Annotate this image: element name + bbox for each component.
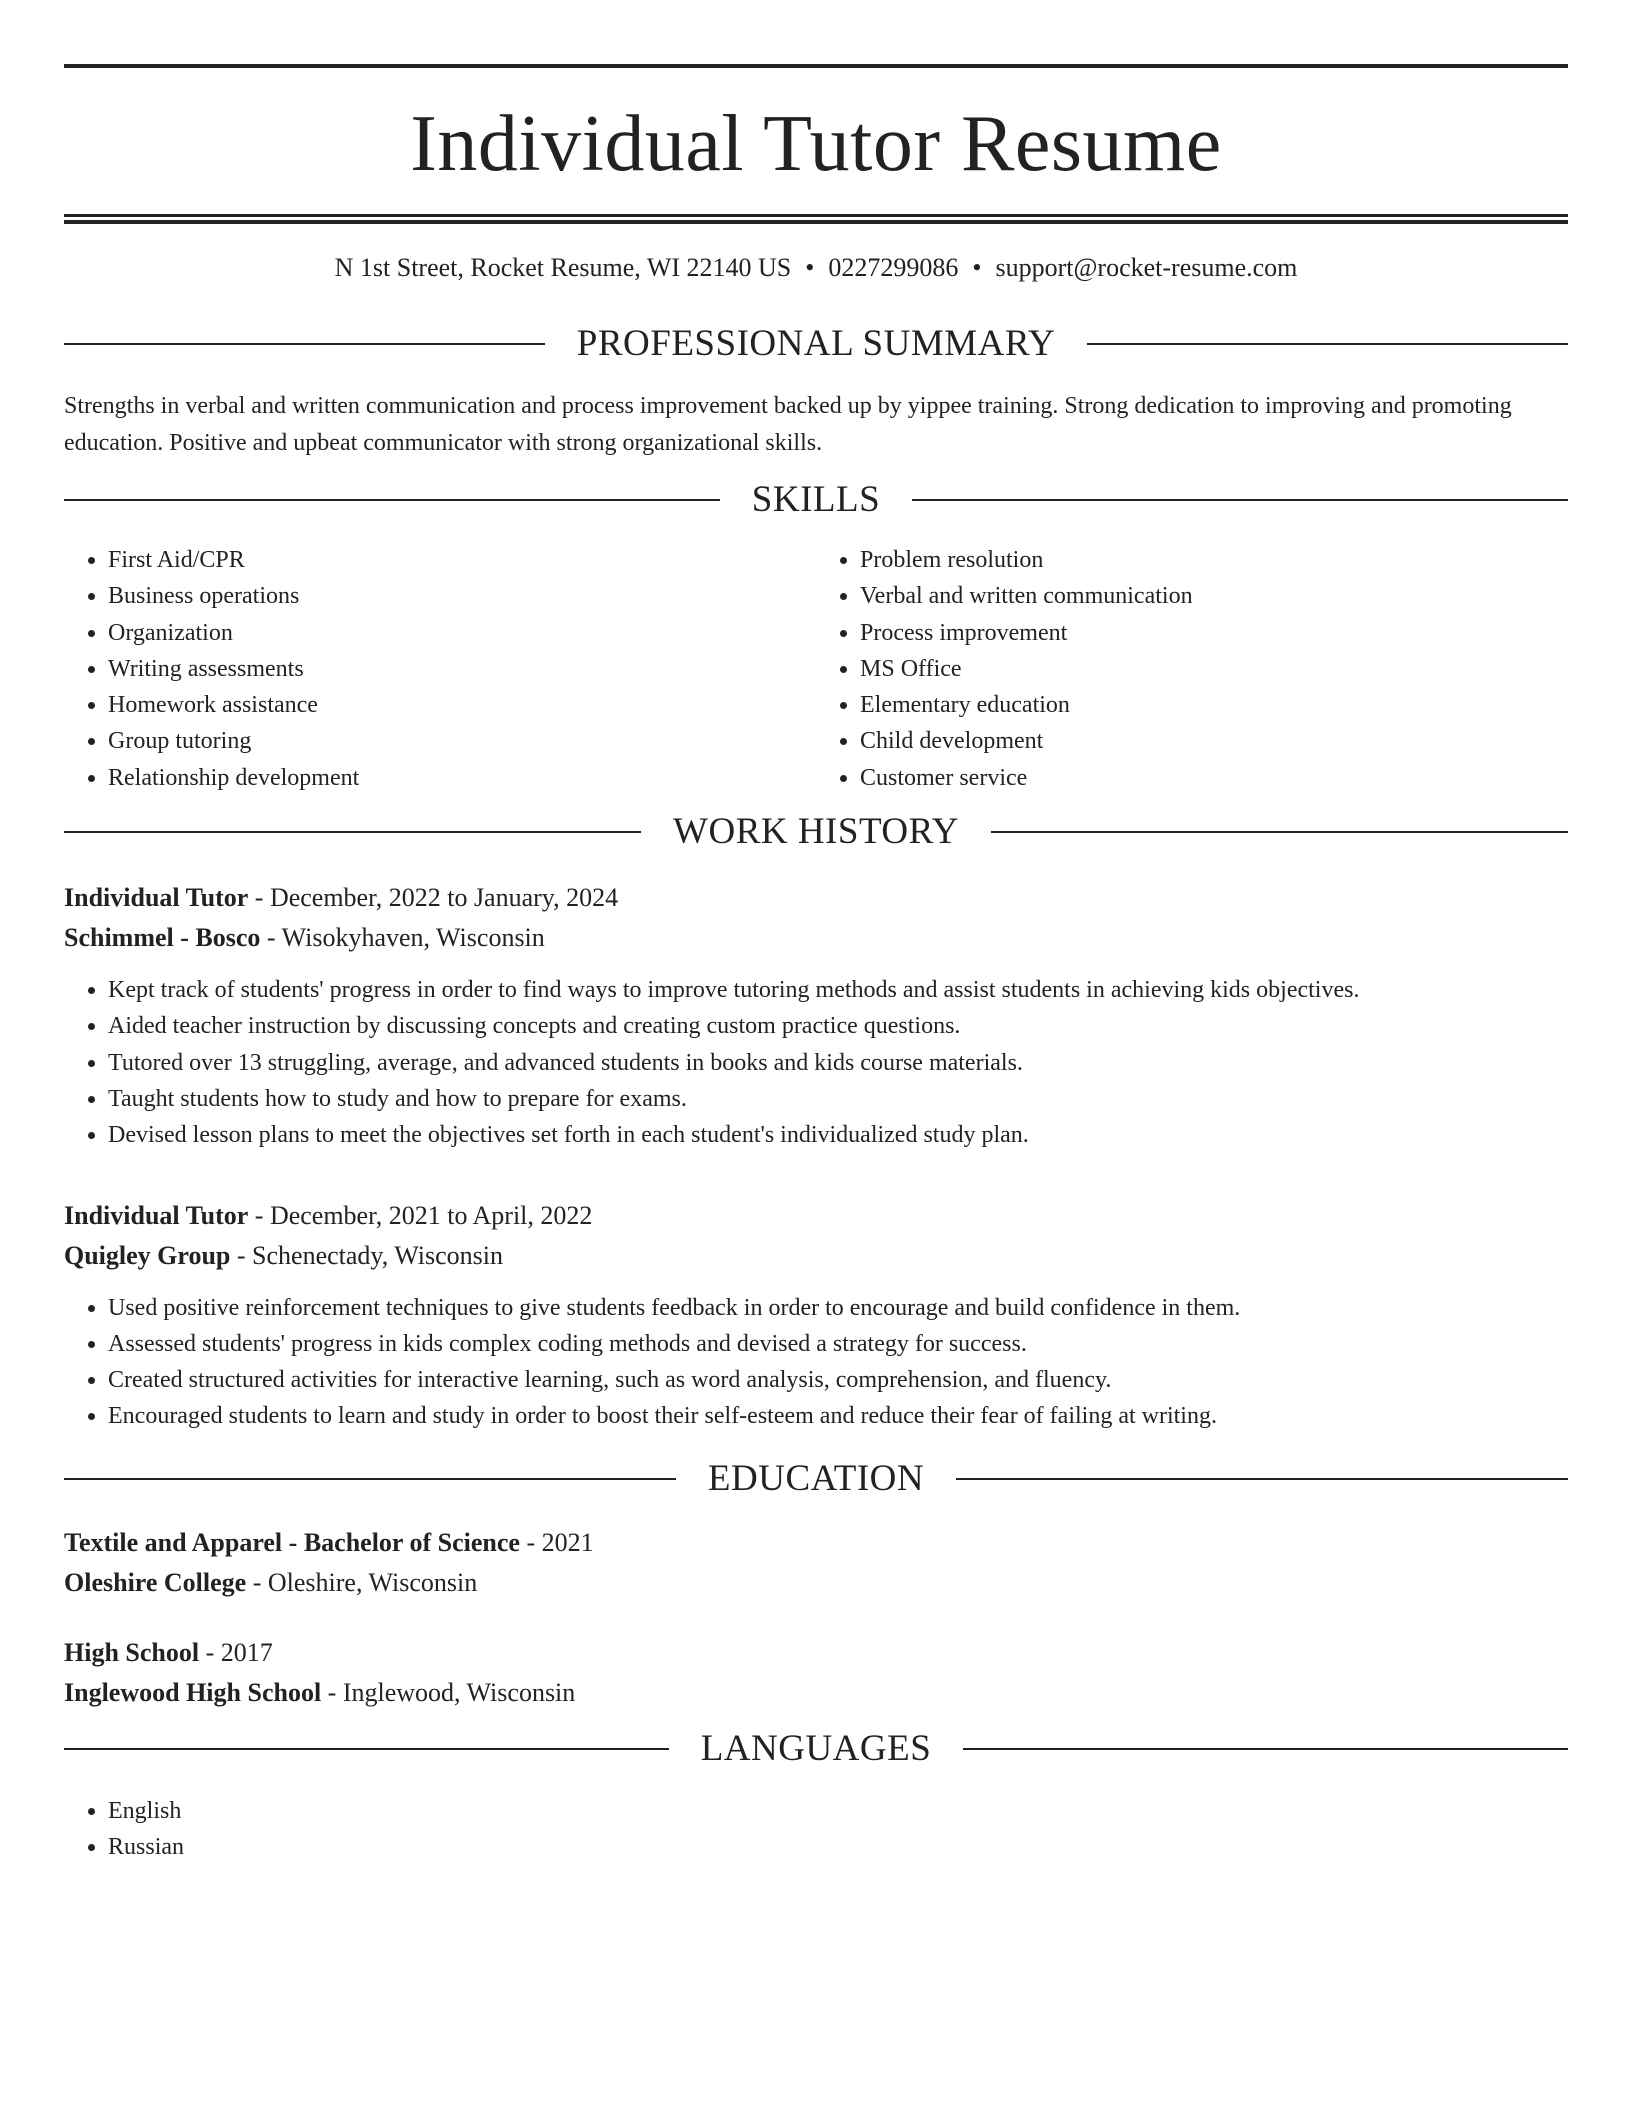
education-degree-line (64, 1523, 1568, 1563)
job-bullet: • Taught students how to study and how to prepare for exams. (108, 1081, 1568, 1117)
skill-item: • Customer service (860, 760, 1568, 796)
job-company-line (64, 918, 1568, 958)
job-dates: - December, 2022 to January, 2024 (248, 883, 619, 913)
education-entry (64, 1523, 1568, 1603)
education-year: - 2017 (199, 1637, 273, 1667)
summary-text: Strengths in verbal and written communication and process improvement backed up by yippee training. Strong dedication to improving and promoting education. Positive and upbeat communicator with strong organizational skills. (64, 393, 1512, 456)
job-bullet: • Tutored over 13 struggling, average, and advanced students in books and kids course materials. (108, 1045, 1568, 1081)
section-heading-text: PROFESSIONAL SUMMARY (576, 323, 1056, 364)
section-heading-summary (64, 322, 1568, 366)
skills-list-right (816, 542, 1568, 796)
job-bullet: • Kept track of students' progress in order to find ways to improve tutoring methods and assist students in achieving kids objectives. (108, 972, 1568, 1008)
section-heading-education (64, 1457, 1568, 1501)
education-school-line (64, 1673, 1568, 1713)
job-location: - Schenectady, Wisconsin (230, 1240, 503, 1270)
section-heading-languages (64, 1727, 1568, 1771)
job-bullet: • Devised lesson plans to meet the objectives set forth in each student's individualized study plan. (108, 1117, 1568, 1153)
education-entry (64, 1633, 1568, 1713)
job-dates: - December, 2021 to April, 2022 (248, 1200, 593, 1230)
education-degree: High School (64, 1637, 200, 1667)
skill-item: • MS Office (860, 651, 1568, 687)
skill-item: • Elementary education (860, 687, 1568, 723)
skill-item: • Organization (108, 615, 816, 651)
skill-item: • Group tutoring (108, 723, 816, 759)
contact-address: N 1st Street, Rocket Resume, WI 22140 US (334, 253, 792, 282)
job-bullets (64, 972, 1568, 1153)
contact-separator: • (972, 253, 982, 282)
education-location: - Oleshire, Wisconsin (246, 1567, 478, 1597)
contact-separator: • (805, 253, 815, 282)
language-item: • Russian (108, 1829, 1568, 1865)
section-heading-skills (64, 478, 1568, 522)
contact-line (64, 252, 1568, 284)
job-bullet: • Assessed students' progress in kids complex coding methods and devised a strategy for success. (108, 1326, 1568, 1362)
skill-item: • Problem resolution (860, 542, 1568, 578)
job-title-line (64, 878, 1568, 918)
job-entry (64, 878, 1568, 1153)
skills-columns (64, 542, 1568, 796)
section-heading-text: SKILLS (751, 479, 881, 520)
education-location: - Inglewood, Wisconsin (321, 1677, 576, 1707)
contact-email: support@rocket-resume.com (995, 253, 1298, 282)
job-entry (64, 1196, 1568, 1435)
skills-list-left (64, 542, 816, 796)
skill-item: • First Aid/CPR (108, 542, 816, 578)
job-bullet: • Aided teacher instruction by discussing concepts and creating custom practice questions. (108, 1008, 1568, 1044)
section-heading-text: WORK HISTORY (673, 811, 959, 853)
skill-item: • Process improvement (860, 615, 1568, 651)
skill-item: • Relationship development (108, 760, 816, 796)
job-location: - Wisokyhaven, Wisconsin (260, 923, 545, 953)
job-title: Individual Tutor (64, 1200, 249, 1230)
skill-item: • Business operations (108, 578, 816, 614)
education-degree: Textile and Apparel - Bachelor of Science (64, 1527, 520, 1557)
job-title-line (64, 1196, 1568, 1236)
section-heading-text: EDUCATION (707, 1457, 925, 1499)
page-title: Individual Tutor Resume (410, 100, 1222, 188)
education-school-line (64, 1563, 1568, 1603)
job-title: Individual Tutor (64, 883, 249, 913)
skill-item: • Homework assistance (108, 687, 816, 723)
job-company: Schimmel - Bosco (64, 923, 261, 953)
skill-item: • Child development (860, 723, 1568, 759)
languages-list (64, 1793, 1568, 1866)
job-bullet: • Encouraged students to learn and study in order to boost their self-esteem and reduce their fear of failing at writing. (108, 1398, 1568, 1434)
top-rule (64, 64, 1568, 68)
job-company: Quigley Group (64, 1240, 231, 1270)
education-school: Inglewood High School (64, 1677, 322, 1707)
job-company-line (64, 1236, 1568, 1276)
section-heading-text: LANGUAGES (700, 1727, 932, 1769)
job-bullets (64, 1290, 1568, 1435)
contact-phone: 0227299086 (828, 253, 959, 282)
job-bullet: • Created structured activities for interactive learning, such as word analysis, comprehension, and fluency. (108, 1362, 1568, 1398)
job-bullet: • Used positive reinforcement techniques to give students feedback in order to encourage and build confidence in them. (108, 1290, 1568, 1326)
education-school: Oleshire College (64, 1567, 247, 1597)
language-item: • English (108, 1793, 1568, 1829)
skill-item: • Verbal and written communication (860, 578, 1568, 614)
resume-content (64, 64, 1568, 1865)
education-year: - 2021 (519, 1527, 594, 1557)
section-heading-work-history (64, 810, 1568, 854)
education-degree-line (64, 1633, 1568, 1673)
skill-item: • Writing assessments (108, 651, 816, 687)
title-double-rule (64, 214, 1568, 224)
